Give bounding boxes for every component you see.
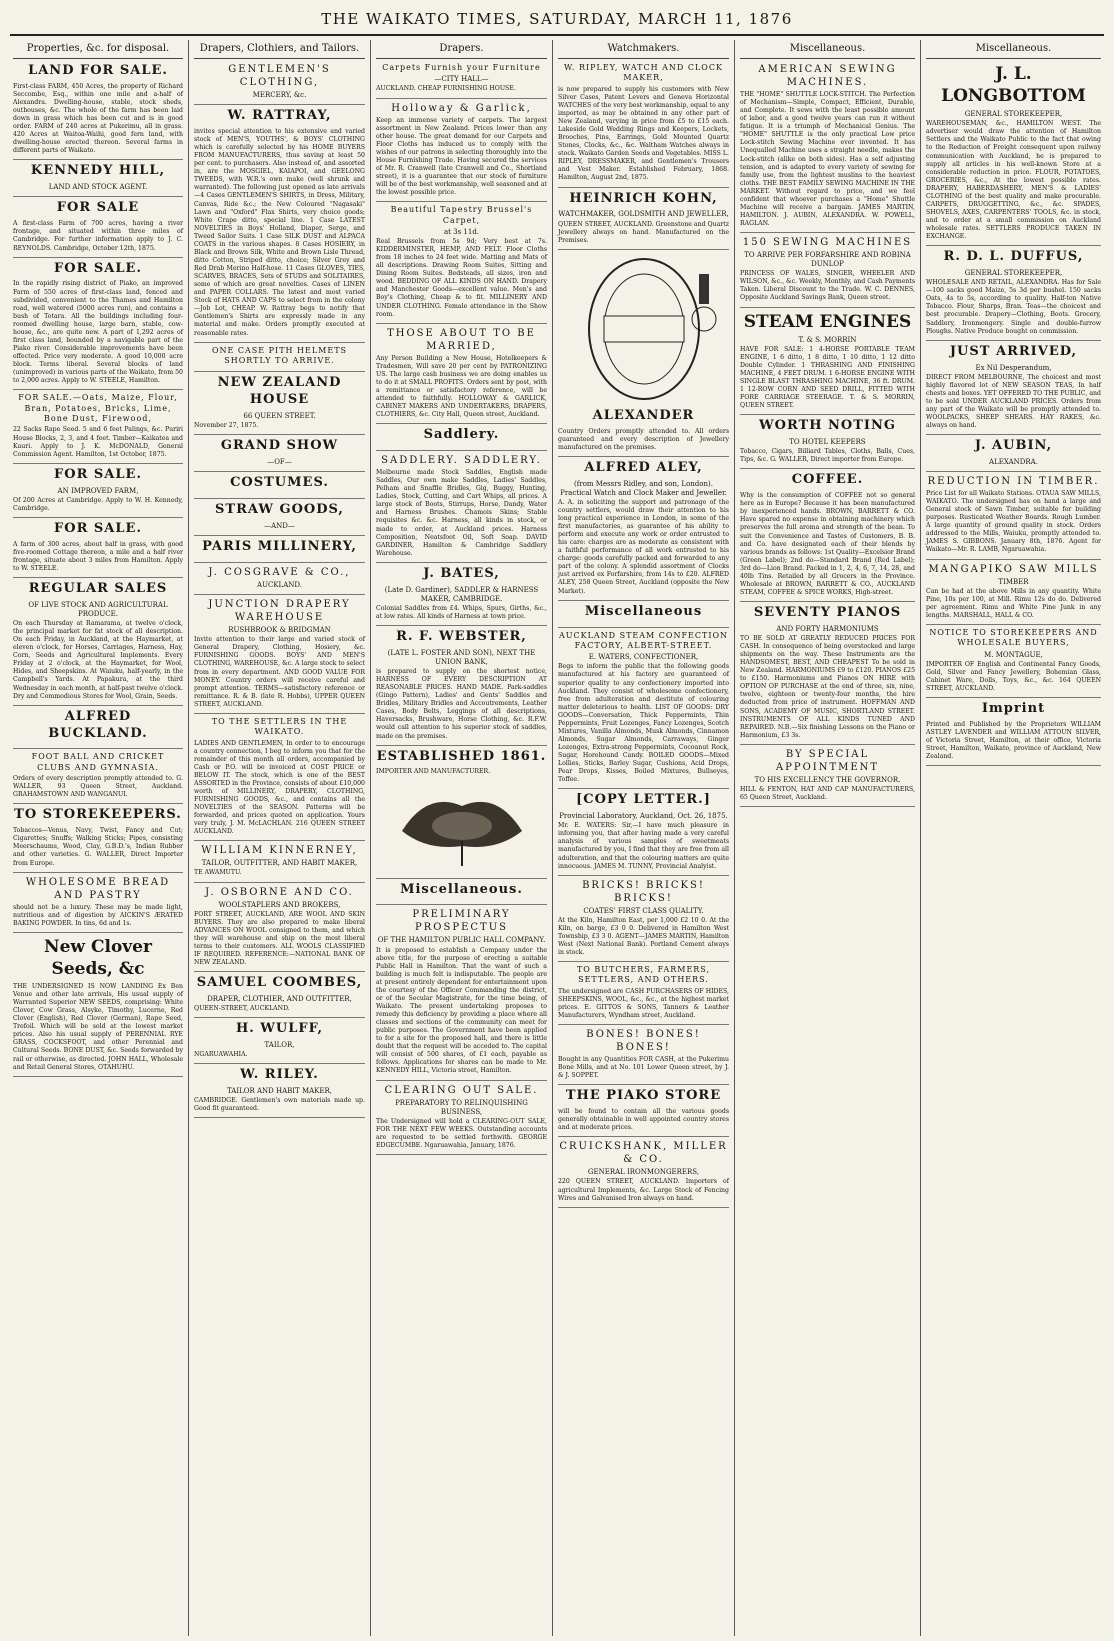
advertisement <box>13 936 183 1077</box>
advertisement-title: WORTH NOTING <box>759 418 896 434</box>
advertisement-title: ALEXANDER <box>592 407 695 423</box>
advertisement <box>558 792 729 875</box>
advertisement-title: J. AUBIN, <box>974 438 1053 454</box>
advertisement-title: W. RILEY. <box>240 1067 319 1083</box>
saddle-illustration <box>387 781 537 871</box>
advertisement-title: ONE CASE PITH HELMETS SHORTLY TO ARRIVE. <box>211 345 348 365</box>
advertisement-body: HAVE FOR SALE: 1 4-HORSE PORTABLE TEAM ENGINE, 1 6 ditto, 1 8 ditto, 1 10 ditto, 1 12 ditto Double Cylinder. 1 THRASHING AND FINISHING MACHINE, 4 FEET DRUM. 1 6-HORSE ENGINE WITH SINGLE BLAST THRASHING MACHINE, 36 ft. DRUM. 1 12-ROW CORN AND SEED DRILL, FITTED WITH FORE CARRIAGE STEERAGE. T. & S. MORRIN, QUEEN STREET. <box>740 345 915 410</box>
advertisement-subtitle: TO HOTEL KEEPERS <box>789 438 866 447</box>
advertisement <box>194 1021 365 1064</box>
advertisement-title: New Clover Seeds, &c <box>44 936 152 979</box>
column-5 <box>734 40 920 1636</box>
advertisement <box>926 628 1101 698</box>
advertisement <box>13 163 183 197</box>
advertisement-body: IMPORTER AND MANUFACTURER. <box>376 768 491 776</box>
advertisement-subtitle: WOOLSTAPLERS AND BROKERS, <box>218 900 341 909</box>
advertisement-title: ALFRED ALEY, <box>584 459 703 475</box>
advertisement-title: FOOT BALL AND CRICKET CLUBS AND GYMNASIA. <box>31 752 165 772</box>
advertisement <box>13 63 183 160</box>
advertisement <box>558 879 729 962</box>
advertisement-subtitle: T. & S. MORRIN <box>798 335 857 344</box>
advertisement-body: HILL & FENTON, HAT AND CAP MANUFACTURERS, 65 Queen Street, Auckland. <box>740 785 915 801</box>
advertisement-title: SADDLERY. SADDLERY. <box>381 455 542 467</box>
advertisement-subtitle: TAILOR, OUTFITTER, AND HABIT MAKER, <box>201 859 358 868</box>
advertisement-body: is now prepared to supply his customers with New Silver Cases, Patent Levers and Geneva Horizontal WATCHES of the very best workmanship, equal to any imported, as may be obtained in any other part of New Zealand, varying in price from £5 to £15 each. Lakeside Gold Wedding Rings and Keepers, Lockets, Brooches, Pins, Earrings, Gold Mounted Quartz Stones, Clocks, &c., &c. Waltham Watches always in stock. Waikato Garden Seeds and Vegetables. MISS L. RIPLEY, DRESSMAKER, and Gentlemen's Trousers and Vest Maker. Established February, 1868. Hamilton, August 2nd, 1875. <box>558 85 729 182</box>
advertisement-body: TO BE SOLD AT GREATLY REDUCED PRICES FOR CASH. In consequence of being overstocked and large shipments on the way. These Instruments are the HANDSOMEST, BEST, AND CHEAPEST To be sold in New Zealand. HARMONIUMS £9 to £120. PIANOS £25 to £150. Harmoniums and Pianos ON HIRE with OPTION OF PURCHASE at the end of three, six, nine, twelve, eighteen or twenty-four months, the hire deducted from price of instrument. HOFFMAN AND SONS, ACADEMY OF MUSIC, SHORTLAND STREET. INSTRUMENTS OF ALL KINDS TUNED AND REPAIRED. N.B.—Six finishing Lessons on the Piano or Harmonium, £3 3s. <box>740 634 915 739</box>
advertisement-title: WILLIAM KINNERNEY, <box>201 845 358 857</box>
advertisement <box>13 807 183 872</box>
advertisement-body: WAREHOUSEMAN, &c., HAMILTON WEST. The advertiser would draw the attention of Hamilton Settlers and the Waikato Public to the fact that owing to the Reduction of Freight consequent upon railway communication with Auckland, he is prepared to supply all articles in his well-known Store at a considerable reduction in price. FLOUR, POTATOES, GROCERIES, &c., At the lowest possible rates. DRAPERY, HABERDASHERY, MEN'S & LADIES' CLOTHING of the best quality and make procurable. CARPETS, DRUGGETTING, &c., &c. SPADES, SHOVELS, AXES, CARPENTERS' TOOLS, &c. in stock, and to order at a small commission on Auckland wholesale rates. SETTLERS PRODUCE TAKEN IN EXCHANGE. <box>926 120 1101 241</box>
advertisement-title: SAMUEL COOMBES, <box>196 975 363 991</box>
advertisement <box>194 598 365 714</box>
advertisement-body: Tobacco, Cigars, Billiard Tables, Cloths, Balls, Cues, Tips, &c. G. WALLER, Direct importer from Europe. <box>740 448 915 464</box>
advertisement <box>926 249 1101 340</box>
advertisement <box>13 752 183 804</box>
advertisement <box>558 1088 729 1137</box>
advertisement <box>194 975 365 1018</box>
advertisement-title: PARIS MILLINERY, <box>202 539 357 555</box>
advertisement-subtitle: TO ARRIVE PER FORFARSHIRE AND ROBINA DUNLOP <box>744 251 911 269</box>
advertisement-body: Real Brussels from 5s 9d; Very best at 7s. KIDDERMINSTER, HEMP, AND FELT. Floor Cloths from 18 inches to 24 feet wide. Matting and Mats of all descriptions. Drawing Room Suites, Sitting and Dining Room Suites. Bedsteads, all sizes, iron and wood. BEDDING OF ALL KINDS ON HAND. Drapery and Manchester Goods—excellent value. Men's and Boy's Clothing, Cheap & to fit. MILLINERY AND UNDER CLOTHING. Female attendance in the Show room. <box>376 238 547 318</box>
advertisement-body: FORT STREET, AUCKLAND, ARE WOOL AND SKIN BUYERS. They are also prepared to make liberal ADVANCES ON WOOL consigned to them, and which they will warehouse and ship on the most liberal terms to their customers. ALL WOOLS CLASSIFIED IF REQUIRED. REFERENCE:—NATIONAL BANK OF NEW ZEALAND. <box>194 910 365 966</box>
advertisement-body: Country Orders promptly attended to. All orders guaranteed and every description of Jewellery manufactured on the premises. <box>558 427 729 451</box>
advertisement-title: STRAW GOODS, <box>215 502 344 518</box>
advertisement <box>194 566 365 595</box>
advertisement <box>194 539 365 563</box>
advertisement <box>376 427 547 451</box>
advertisement-subtitle: Provincial Laboratory, Auckland, Oct. 26, 1875. <box>559 812 728 821</box>
advertisement <box>558 460 729 601</box>
advertisement-body: It is proposed to establish a Company under the above title, for the purpose of erecting a suitable Public Hall in Hamilton. That the want of such a building is much felt is indisputable. The people are at present entirely dependent for entertainment upon the courtesy of the Officer Commanding the district, or of the Secular Magistrate, for the time being, of Waikato. The present undertaking proposes to remedy this deficiency by providing a place where all classes and sections of the community can meet for public purposes. The Government have been applied to for a site for the proposed hall, and there is little doubt that the request will be acceded to. The capital will consist of 500 shares, of £1 each, payable as follows. Applications for shares can be made to Mr. KENNEDY HILL, Victoria street, Hamilton. <box>376 946 547 1075</box>
advertisement <box>194 886 365 973</box>
advertisement-subtitle: WATCHMAKER, GOLDSMITH AND JEWELLER, <box>558 210 729 219</box>
advertisement-title: STEAM ENGINES <box>743 311 912 332</box>
advertisement <box>376 102 547 203</box>
advertisement-title: NEW ZEALAND HOUSE <box>217 375 342 408</box>
advertisement-body: WHOLESALE AND RETAIL, ALEXANDRA. Has for Sale—100 sacks good Maize, 5s 3d per bushel. 150 sacks Oats, 4s to 5s, according to quality. Half-ton Native Tobacco. Flour, Sharps, Bran. Teas—the choicest and best procurable. Drapery—Clothing, Boots. Grocery, Saddlery, Ironmongery. Single and double-furrow Ploughs. Native Produce bought on commission. <box>926 279 1101 335</box>
advertisement-body: At the Kiln, Hamilton East, per 1,000 £2 10 0. At the Kiln, on barge, £3 0 0. Delivered in Hamilton West Township, £3 3 0. AGENT—JAMES MARTIN, Hamilton West (Next National Bank). Portland Cement always in stock. <box>558 916 729 957</box>
advertisement <box>194 844 365 882</box>
advertisement <box>926 701 1101 766</box>
advertisement-title: ESTABLISHED 1861. <box>376 748 547 764</box>
advertisement-subtitle: LAND AND STOCK AGENT. <box>48 183 148 192</box>
advertisement-title: ALFRED BUCKLAND. <box>48 708 148 741</box>
advertisement <box>13 709 183 750</box>
advertisement-title: Beautiful Tapestry Brussel's Carpet, <box>390 205 533 225</box>
advertisement-subtitle: at 3s 11d. <box>443 227 480 236</box>
advertisement-title: R. F. WEBSTER, <box>396 628 527 644</box>
advertisement-title: Miscellaneous. <box>400 881 523 897</box>
advertisement-subtitle: RUSHBROOK & BRIDGMAN <box>228 626 331 635</box>
advertisement-title: W. RATTRAY, <box>227 108 332 124</box>
advertisement <box>194 438 365 472</box>
advertisement-body: Colonial Saddles from £4. Whips, Spurs, Girths, &c., at low rates. All kinds of Harness at town price. <box>376 604 547 620</box>
advertisement-subtitle: GENERAL STOREKEEPER, <box>964 110 1063 119</box>
advertisement-title: FOR SALE.—Oats, Maize, Flour, Bran, Potatoes, Bricks, Lime, Bone Dust, Firewood, <box>18 393 178 424</box>
advertisement-body: Keep an immense variety of carpets. The largest assortment in New Zealand. Prices lower than any other house. The great demand for our Carpets and Floor Cloths has induced us to comply with the wishes of our patrons in selecting thoroughly into the House Furnishing Trade. Having secured the services of Mr. R. Cranwell (late Cranwell and Co., Shortland street), it is a guarantee that our stock of furniture will be of the best workmanship, well seasoned and at the lowest possible price. <box>376 116 547 197</box>
advertisement <box>13 261 183 391</box>
advertisement <box>558 604 729 628</box>
column-heading: Miscellaneous. <box>740 40 915 59</box>
advertisement <box>558 1140 729 1207</box>
advertisement-title: TO THE SETTLERS IN THE WAIKATO. <box>211 716 348 737</box>
advertisement-body: PRINCESS OF WALES, SINGER, WHEELER AND WILSON, &c., &c. Weekly, Monthly, and Cash Payments Taken. Liberal Discount to the Trade. W. C. DENNES, Opposite Auckland Savings Bank, Queen street. <box>740 270 915 302</box>
advertisement-title: GRAND SHOW <box>220 438 339 454</box>
advertisement-title: J. L. LONGBOTTOM <box>941 64 1086 107</box>
advertisement <box>926 344 1101 435</box>
advertisement-subtitle: GENERAL IRONMONGERERS, <box>587 1168 700 1177</box>
advertisement-body: invites special attention to his extensive and varied stock of MEN'S, YOUTHS', & BOYS' CLOTHING which is carefully selected by his HOME BUYERS FROM MANUFACTURERS, thus saving at least 50 per cent. to purchasers. Also instead of, and assorted in, are the MOSGIEL, KAIAPOI, and GEELONG TWEEDS, with W.R.'s own make (well shrunk and warranted). The following just opened as late arrivals—4 Cases GENTLEMEN'S SHIRTS, in Dress, Military, Canvas, Ride &c.; the New Coloured "Nagasaki" Lawn and "Oxford" Flax Shirts, very choice goods; White Crape ditto, special line. 1 Case LATEST NOVELTIES in Boys' Holland, Diaper, Serge, and Tweed Sailor Suits. 1 Case SILK DUST and ALPACA COATS in the various shapes. 8 Cases HOSIERY, in Black and Brown Silk, White and Brown Lisle Thread, ditto Cotton, Striped ditto, choice; Silver Grey and Red Drab Merino Half-hose. 11 Cases GLOVES, TIES, SCARVES, BRACES, Sets of STUDS and SOLITAIRES, some of which are great novelties. Cases of LINEN and PAPER COLLARS. The latest and most varied Stock of HATS AND CAPS to select from in the colony—Job Lot, CHEAP. W. Rattray begs to notify that Gentlemen's Shirts are expressly made in any material and make. Orders promptly executed at reasonable rates. <box>194 127 365 337</box>
advertisement <box>376 908 547 1080</box>
advertisement-body: THE "HOME" SHUTTLE LOCK-STITCH. The Perfection of Mechanism—Simple, Compact, Efficient, Durable, and Complete. It sews with the least possible amount of labor, and a good twelve years can run it without fatigue. It is a triumph of Mechanical Genius. The "HOME" SHUTTLE is the only practical Low price Lock-stitch Sewing Machine ever invented. It has Unequalled Machine uses a straight needle, makes the Lock-stitch (alike on both sides). Has a self adjusting tension, and is adapted to every variety of sewing for family use, from the lightest muslins to the heaviest cloths. THE BEST FAMILY SEWING MACHINE IN THE MARKET. Without regard to price, and we feel confident that whoever purchases a "Home" Shuttle Machine will receive a bargain. JAMES MARTIN, HAMILTON. J. AUBIN, ALEXANDRA. W. POWELL, RAGLAN. <box>740 91 915 227</box>
advertisement <box>376 63 547 99</box>
advertisement-title: PRELIMINARY PROSPECTUS <box>412 909 511 934</box>
advertisement <box>740 748 915 807</box>
advertisement <box>194 63 365 105</box>
advertisement-body: will be found to contain all the various goods generally obtainable in well appointed country stores and at moderate prices. <box>558 1108 729 1132</box>
advertisement <box>13 521 183 578</box>
advertisement-body: QUEEN-STREET, AUCKLAND. <box>194 1005 290 1013</box>
column-2 <box>188 40 370 1636</box>
advertisement <box>194 717 365 842</box>
advertisement-subtitle: TO HIS EXCELLENCY THE GOVERNOR. <box>754 775 901 784</box>
advertisement <box>376 454 547 563</box>
advertisement-subtitle: —AND— <box>264 522 295 531</box>
advertisement <box>376 882 547 906</box>
advertisement-body: A. A. in soliciting the support and patronage of the country settlers, would draw their attention to his long practical experience in London, in some of the first manufactories, as guarantee of his ability to perform and execute any work or order entrusted to his care: charges are as moderate as consistent with a faithful performance of all work entrusted to his charge: goods carefully packed and forwarded to any part of the colony. A splendid assortment of Clocks just arrived ex Forfarshire, from 14s to £20. ALFRED ALEY, 258 Queen Street, Auckland (opposite the New Market). <box>558 498 729 595</box>
advertisement-title: AMERICAN SEWING MACHINES. <box>758 64 897 88</box>
advertisement <box>740 311 915 416</box>
advertisement-title: FOR SALE. <box>54 466 142 482</box>
advertisement-body: DIRECT FROM MELBOURNE, The choicest and most highly flavored lot of NEW SEASON TEAS, In half chests and boxes. YET OFFERED TO THE PUBLIC, and to be sold UNDER AUCKLAND PRICES. Orders from any part of the Waikato will be promptly attended to. WOOLPACKS, SHEEP SHEARS. HAY RAKES, &c. always on hand. <box>926 373 1101 429</box>
advertisement-title: THOSE ABOUT TO BE MARRIED, <box>387 327 536 352</box>
advertisement <box>376 327 547 425</box>
advertisement <box>194 1067 365 1118</box>
advertisement-subtitle: (from Messrs Ridley, and son, London). Practical Watch and Clock Maker and Jeweller. <box>560 479 727 497</box>
masthead: THE WAIKATO TIMES, SATURDAY, MARCH 11, 1876 <box>321 10 793 28</box>
advertisement <box>13 393 183 463</box>
advertisement-subtitle: GENERAL STOREKEEPER, <box>964 269 1063 278</box>
advertisement-title: COFFEE. <box>791 472 864 488</box>
advertisement-body: Bought in any Quantities FOR CASH, at the Pukerimu Bone Mills, and at No. 101 Lower Queen street, by J. & J. SOPPET. <box>558 1056 729 1080</box>
advertisement <box>926 63 1101 246</box>
advertisement <box>194 108 365 343</box>
advertisement-body: Of 200 Acres at Cambridge. Apply to W. H. Kennedy, Cambridge. <box>13 496 183 512</box>
advertisement-title: CLEARING OUT SALE. <box>384 1084 539 1096</box>
advertisement-title: R. D. L. DUFFUS, <box>943 249 1084 265</box>
advertisement-title: NOTICE TO STOREKEEPERS AND WHOLESALE BUYERS, <box>929 627 1098 648</box>
advertisement-title: FOR SALE. <box>54 520 142 536</box>
advertisement-subtitle: AN IMPROVED FARM, <box>57 486 139 495</box>
column-1 <box>8 40 188 1636</box>
advertisement <box>558 254 729 457</box>
advertisement-title: H. WULFF, <box>235 1021 324 1037</box>
advertisement-title: CRUICKSHANK, MILLER & CO. <box>559 1141 728 1166</box>
advertisement-title: J. OSBORNE AND CO. <box>205 886 354 898</box>
advertisement-subtitle: TIMBER <box>998 577 1029 586</box>
advertisement-title: MANGAPIKO SAW MILLS <box>928 563 1099 575</box>
advertisement-subtitle: M. MONTAGUE, <box>984 650 1043 659</box>
advertisement <box>376 629 547 746</box>
advertisement-body: QUEEN STREET, AUCKLAND. Greenstone and Quartz Jewellery always on hand. Manufactured on the Premises. <box>558 220 729 244</box>
advertisement-body: Mr. E. WATERS: Sir,—I have much pleasure in informing you, that after having made a very careful analysis of various samples of sweetmeats manufactured by you, I find that they are free from all adulteration, and that the colouring matters are quite innocuous. JAMES M. TUNNY, Provincial Analyist. <box>558 822 729 870</box>
advertisement-body: TE AWAMUTU. <box>194 869 242 877</box>
advertisement-subtitle: (LATE L. FOSTER AND SON), NEXT THE UNION BANK, <box>387 648 536 666</box>
advertisement <box>194 346 365 373</box>
advertisement-title: JUST ARRIVED, <box>949 343 1078 359</box>
advertisement <box>926 475 1101 560</box>
advertisement-body: The Undersigned will hold a CLEARING-OUT SALE, FOR THE NEXT FEW WEEKS. Outstanding accounts are requested to be settled forthwith. GEORGE EDGECUMBE. Ngaruawahia, January, 1876. <box>376 1117 547 1149</box>
column-3 <box>370 40 552 1636</box>
advertisement-body: Can be had at the above Mills in any quantity. White Pine, 10s per 100, at Mill. Rimu 12s do do. Delivered per agreement. Rimu and White Pine Junk in any lengths. MARSHALL, HALL & CO. <box>926 587 1101 619</box>
advertisement-title: KENNEDY HILL, <box>30 163 166 179</box>
advertisement-subtitle: DRAPER, CLOTHIER, AND OUTFITTER, <box>207 994 352 1003</box>
advertisement-subtitle: —CITY HALL— <box>434 75 489 84</box>
advertisement <box>376 205 547 324</box>
advertisement <box>376 566 547 626</box>
advertisement <box>740 418 915 469</box>
advertisement <box>740 605 915 745</box>
advertisement <box>13 876 183 933</box>
advertisement-body: November 27, 1875. <box>194 422 259 430</box>
advertisement-body: Invite attention to their large and varied stock of General Drapery, Clothing, Hosiery, &c. FURNISHING GOODS. BOYS' AND MEN'S CLOTHING, WAREHOUSE, &c. A large stock to select from in every department. AND GOOD VALUE FOR MONEY. Country orders will receive careful and prompt attention. TERMS—satisfactory reference or remittance. R. & B. (late R. Hobbs), UPPER QUEEN STREET, AUCKLAND. <box>194 636 365 708</box>
advertisement-body: Begs to inform the public that the following goods manufactured at his factory are guaranteed of superior quality to any confectionery imported into Auckland. They consist of wholesome confectionery, free from adulteration and destitute of colouring matter deleterious to health. LIST OF GOODS: DRY GOODS—Conversation, Thick Peppermints, Thin Peppermints, Fruit Lozenges, Fancy Lozenges, Scotch Mixtures, Vanilla Almonds, Musk Almonds, Cinnamon Almonds, Sugar Almonds, Carraways, Ginger Lozenges, Extra-strong Peppermints, Cocoanut Rock, Sugar, Horehound Candy. BOILED GOODS—Mixed Lollies, Sticks, Barley Sugar, Cushions, Acid Drops, Pear Drops, Kisses, Boiled Mixtures, Bullseyes, Toffee. <box>558 663 729 784</box>
advertisement-title: Holloway & Garlick, <box>391 102 532 114</box>
advertisement-body: LADIES AND GENTLEMEN, In order to to encourage a country connection, I beg to inform you that for the remainder of this month all orders, accompanied by Cash or P.O. will be invoiced at COST PRICE or BELOW IT. The stock, which is one of the BEST ASSORTED in the Province, consists of about £10,000 worth of MILLINERY, DRAPERY, CLOTHING, FURNISHING GOODS, &c., and contains all the NOVELTIES of the SEASON. Patterns will be forwarded, and prices quoted on application. Yours very truly, J. M. McLACHLAN. 216 QUEEN STREET AUCKLAND. <box>194 739 365 836</box>
advertisement-title: J. BATES, <box>423 565 500 581</box>
advertisement-body: IMPORTER OF English and Continental Fancy Goods, Gold, Silver and Fancy Jewellery, Bohemian Glass, Cabinet Ware, Dolls, Toys, &c., &c. 164 QUEEN STREET, AUCKLAND. <box>926 660 1101 692</box>
advertisement-subtitle: AUCKLAND. <box>257 581 302 590</box>
advertisement <box>558 1028 729 1085</box>
advertisement-body: A first-class Farm of 700 acres, having a river frontage, and situated within three miles of Cambridge. For further information apply to J. C. REYNOLDS. Cambridge, October 12th, 1875. <box>13 220 183 252</box>
advertisement-body: should not be a luxury. These may be made light, nutritious and of digestion by AICKIN'S ÆRATED BAKING POWDER. In tins, 6d and 1s. <box>13 903 183 927</box>
advertisement-body: Price List for all Waikato Stations. OTAUA SAW MILLS, WAIKATO. The undersigned has on hand a large and General stock of Sawn Timber, suitable for building purposes. Rusticated Weather Boards. Rough Lumber. A large quantity of ground quality in stock. Orders addressed to the Mills, Waiuku, promptly attended to. JAMES S. GIBBONS. January 8th, 1876. Agent for Waikato—Mr. R. LAMB, Ngaruawahia. <box>926 490 1101 554</box>
advertisement <box>13 467 183 518</box>
advertisement-subtitle: OF THE HAMILTON PUBLIC HALL COMPANY. <box>377 936 546 945</box>
advertisement <box>194 502 365 536</box>
advertisement-body: Any Person Building a New House, Hotelkeepers & Tradesmen, Will save 20 per cent by PATRONIZING US. The large cash business we are doing enables us to do it at SMALL PROFITS. Orders sent by post, with a remittance or satisfactory reference, will be attended to faithfully. HOLLOWAY & GARLICK, CABINET MAKERS AND UNDERTAKERS, DRAPERS, CLOTHIERS, &c. City Hall, Queen street, Auckland. <box>376 354 547 419</box>
advertisement-body: THE UNDERSIGNED IS NOW LANDING Ex Ben Venue and other late arrivals, His usual supply of Warranted Superior NEW SEEDS, comprising: White Clover, Cow Grass, Alsyke, Timothy, Lucerne, Red Clover (English), Red Clover (German), Rape Seed, Trefoil. Which will be sold at the lowest market prices. Also his usual supply of PERENNIAL RYE GRASS, COCKSFOOT, and other Perennial and Cultural Seeds. BONE DUST, &c. Seeds forwarded by rail or otherwise, as directed. JOHN HALL, Wholesale and Retail General Stores, OTAHUHU. <box>13 982 183 1071</box>
column-heading: Watchmakers. <box>558 40 729 59</box>
watch-advertisement-illustration <box>569 254 719 404</box>
advertisement <box>194 375 365 435</box>
advertisement-body: Melbourne made Stock Saddles, English made Saddles, Our own make Saddles, Ladies' Saddles, Pelham and Snaffle Bridles, Gig, Buggy, Hunting, Ladies, Stock, Cutting, and Cart Whips, all prices. A large stock of Boots, Stirrups, Horse, Dandy, Water and Harness Brushes. Chamois Skins; Stable requisites &c. &c. Harness, all kinds in stock, or made to order, at Auckland prices. Harness Composition, Neatsfoot Oil, Soft Soap. DAVID GARDINER, Hamilton & Cambridge Saddlery Warehouse. <box>376 469 547 557</box>
advertisement-title: GENTLEMEN'S CLOTHING, <box>228 64 331 88</box>
advertisement-subtitle: E. WATERS, CONFECTIONER, <box>588 653 699 662</box>
column-heading: Miscellaneous. <box>926 40 1101 59</box>
advertisement-body: 220 QUEEN STREET, AUCKLAND. Importers of agricultural Implements, &c. Large Stock of Fencing Wires and Galvanised Iron always on hand. <box>558 1178 729 1202</box>
advertisement-title: [COPY LETTER.] <box>576 792 711 808</box>
advertisement-title: W. RIPLEY, WATCH AND CLOCK MAKER, <box>564 63 723 83</box>
advertisement-title: THE PIAKO STORE <box>565 1088 722 1104</box>
column-heading: Drapers, Clothiers, and Tailors. <box>194 40 365 59</box>
advertisement <box>926 438 1101 472</box>
advertisement-body: Printed and Published by the Proprietors WILLIAM ASTLEY LAVENDER and WILLIAM ATTOUN SILVER, of Victoria Street, Hamilton, at their office, Victoria Street, Hamilton, Waikato, province of Auckland, New Zealand. <box>926 720 1101 761</box>
advertisement-body: First-class FARM, 450 Acres, the property of Richard Seccombe, Esq., within one mile and a-half of Alexandra. Dwelling-house, stable, stock sheds, outhouses, &c. The whole of the farm has been laid down in grass which has been cut and is in good order. FARM of 240 acres at Pukerimu, all in grass. 420 Acres at Waitoa-Waihi, good fern land, with dwelling-house erected thereon. Several farms in different parts of Waikato. <box>13 82 183 155</box>
advertisement <box>558 631 729 790</box>
advertisement-title: TO STOREKEEPERS. <box>14 807 182 823</box>
advertisement-title: COSTUMES. <box>230 475 329 491</box>
advertisement-title: Imprint <box>981 701 1046 717</box>
advertisement-subtitle: OF LIVE STOCK AND AGRICULTURAL PRODUCE. <box>28 600 168 618</box>
advertisement <box>558 965 729 1025</box>
advertisement-title: HEINRICH KOHN, <box>569 190 718 206</box>
advertisement <box>194 475 365 499</box>
advertisement <box>926 563 1101 625</box>
advertisement-body: In the rapidly rising district of Piako, an improved Farm of 550 acres of first-class land, fenced and subdivided, convenient to the Thames and Hamilton road, well watered (5000 acres run), and contains a bush of Totara. All the buildings including four-roomed dwelling house, large barn, stable, cow-house, &c., are quite new. A part of 1,292 acres of first class land, bounded by a navigable part of the Piako river. Considerable improvements have been effected. Price very moderate. A good 10,000 acre block. Terms liberal. Several blocks of land (unimproved) in various parts of the Waikato, from 50 to 2,000 acres. Apply to W. STEELE, Hamilton. <box>13 280 183 385</box>
advertisement <box>558 191 729 250</box>
advertisement-title: TO BUTCHERS, FARMERS, SETTLERS, AND OTHERS. <box>576 965 711 985</box>
advertisement-subtitle: PREPARATORY TO RELINQUISHING BUSINESS, <box>395 1098 528 1116</box>
advertisement-title: BY SPECIAL APPOINTMENT <box>775 748 880 773</box>
masthead-rule <box>10 34 1104 36</box>
advertisement-body: AUCKLAND. CHEAP FURNISHING HOUSE. <box>376 85 516 93</box>
advertisement-title: WHOLESOME BREAD AND PASTRY <box>25 876 171 901</box>
advertisement-body: 22 Sacks Rape Seed. 5 and 6 feet Palings, &c. Puriri House Blocks, 2, 3, and 4 feet. Timber—Kaikatea and Kauri. Apply to J. K. McDONALD, General Commission Agent. Hamilton, 1st October, 1875. <box>13 426 183 458</box>
advertisement-body: On each Thursday at Ramarama, at twelve o'clock, the principal market for fat stock of all description. On each Friday, in Auckland, at the Haymarket, at eleven o'clock, for Horses, Carriages, Harness, Hay, Corn, Seeds and Agricultural Implements. Every Friday at 2 o'clock, at the Haymarket, for Wool, Hides, and Sheepskins. At Waiuku, half-yearly, in the Campbell's Yards. At Papakura, at the third Wednesday in each month, at half-past twelve o'clock. Dry and Commodious Stores for Wool, Grain, Seeds. <box>13 620 183 700</box>
advertisement-title: SEVENTY PIANOS <box>753 605 902 620</box>
advertisement-title: JUNCTION DRAPERY WAREHOUSE <box>208 599 351 624</box>
advertisement <box>740 472 915 602</box>
advertisement <box>376 1084 547 1155</box>
advertisement <box>13 200 183 257</box>
advertisement-body: CAMBRIDGE. Gentlemen's own materials made up. Good fit guaranteed. <box>194 1097 365 1113</box>
advertisement-body: NGARUAWAHIA. <box>194 1051 248 1059</box>
advertisement-subtitle: TAILOR AND HABIT MAKER, <box>226 1087 333 1096</box>
column-heading: Properties, &c. for disposal. <box>13 40 183 59</box>
advertisement-body: Why is the consumption of COFFEE not so general here as in Europe? Because it has been manufactured by inexperienced hands. BROWN, BARRETT & CO. Have spared no expense in obtaining machinery which preserves the full aroma and strength of the bean. To suit the Convenience and Tastes of Customers, B. B. and Co. have designated each of their blends by various brands as follows: 1st Quality—Excelsior Brand (Green Label); 2nd do—Standard Brand (Red Label); 3rd do—Lion Brand. Packed in 1, 2, 4, 6, 7, 14, 28, and 40lb Tins. Retailed by all Grocers in the Province. Wholesale at BROWN, BARRETT & CO., AUCKLAND STEAM, COFFEE & SPICE WORKS, High-street. <box>740 492 915 596</box>
column-4 <box>552 40 734 1636</box>
column-heading: Drapers. <box>376 40 547 59</box>
advertisement-body: The undersigned are CASH PURCHASERS OF HIDES, SHEEPSKINS, WOOL, &c., &c., at the highest market prices. E. GITTOS & SONS, Tanners & Leather Manufacturers, Wyndham street, Auckland. <box>558 987 729 1020</box>
advertisement-title: Miscellaneous <box>584 603 703 619</box>
advertisement <box>13 581 183 706</box>
advertisement-subtitle: MERCERY, &c. <box>252 91 307 99</box>
advertisement-title: BRICKS! BRICKS! BRICKS! <box>582 879 705 904</box>
advertisement-title: J. COSGRAVE & CO., <box>208 567 351 579</box>
advertisement-body: A farm of 300 acres, about half in grass, with good five-roomed Cottage thereon, a mile and a half river frontage, situate about 3 miles from Hamilton. Apply to W. STEELE. <box>13 540 183 572</box>
advertisement-title: REDUCTION IN TIMBER. <box>927 476 1100 488</box>
advertisement-subtitle: Ex Nil Desperandum, <box>975 363 1052 372</box>
advertisement <box>740 236 915 307</box>
advertisement-subtitle: (Late D. Gardiner), SADDLER & HARNESS MAKER, CAMBRIDGE. <box>384 585 539 603</box>
advertisement <box>558 63 729 188</box>
advertisement-title: AUCKLAND STEAM CONFECTION FACTORY, ALBERT-STREET. <box>558 630 729 650</box>
advertisement-title: FOR SALE. <box>54 260 142 276</box>
advertisement-subtitle: ALEXANDRA. <box>989 457 1038 466</box>
advertisement-subtitle: TAILOR, <box>264 1040 295 1049</box>
advertisement-title: REGULAR SALES <box>28 580 168 596</box>
column-6 <box>920 40 1106 1636</box>
advertisement-subtitle: AND FORTY HARMONIUMS <box>776 624 879 633</box>
advertisement-title: BONES! BONES! BONES! <box>586 1029 701 1054</box>
advertisement-title: 150 SEWING MACHINES <box>742 237 913 249</box>
advertisement-subtitle: COATES' FIRST CLASS QUALITY. <box>583 906 704 915</box>
advertisement-body: is prepared to supply on the shortest notice, HARNESS OF EVERY DESCRIPTION AT REASONABLE PRICES. HAND MADE. Park-saddles (Gingo Pattern), Ladies' and Gents' Saddles and Bridles, Military Bridles and Accoutrements, Leather Cases, Body Belts, Leggings of all descriptions, Haversacks, Brushware, Horse Clothing, &c. R.F.W. would call attention to his superior stock of saddles, made on the premises. <box>376 668 547 740</box>
advertisement-title: LAND FOR SALE. <box>28 63 168 78</box>
advertisement-title: Carpets Furnish your Furniture <box>382 63 541 72</box>
advertisement-title: FOR SALE <box>56 200 140 216</box>
advertisement-title: Saddlery. <box>423 427 500 443</box>
advertisement <box>740 63 915 233</box>
advertisement-body: Tobaccos—Venus, Navy, Twist, Fancy and Cut; Cigarettes; Snuffs; Walking Sticks; Pipes, consisting Meerschaums, Wood, Clay, G.B.D.'s, Indian Rubber and other varieties. G. WALLER, Direct Importer from Europe. <box>13 827 183 867</box>
advertisement-body: Orders of every description promptly attended to. G. WALLER, 93 Queen Street, Auckland. GRAHAMSTOWN AND WANGANUI. <box>13 775 183 799</box>
advertisement-subtitle: 66 QUEEN STREET. <box>243 412 316 421</box>
advertisement-subtitle: —OF— <box>267 458 292 467</box>
advertisement <box>376 749 547 879</box>
